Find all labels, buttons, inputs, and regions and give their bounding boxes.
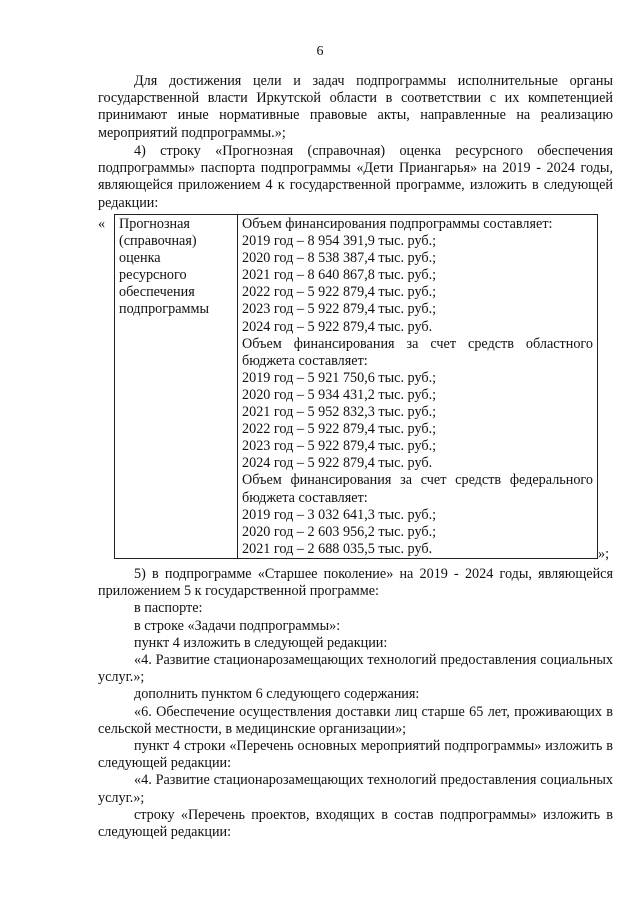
item5-paragraph: дополнить пунктом 6 следующего содержания: [134, 686, 420, 703]
regional-year-line: 2021 год – 5 952 832,3 тыс. руб.; [242, 404, 437, 421]
total-heading: Объем финансирования подпрограммы составляет: [242, 216, 553, 232]
item5-paragraph: «4. Развитие стационарозамещающих технологий предоставления социальных услуг.»; [98, 772, 613, 806]
total-year-line: 2024 год – 5 922 879,4 тыс. руб. [242, 318, 433, 335]
item5-paragraph: в паспорте: [134, 600, 203, 617]
total-year-line: 2022 год – 5 922 879,4 тыс. руб.; [242, 284, 437, 301]
regional-year-line: 2019 год – 5 921 750,6 тыс. руб.; [242, 369, 437, 386]
item5-paragraph: в строке «Задачи подпрограммы»: [134, 617, 341, 634]
intro-section [98, 73, 613, 142]
label-line: обеспечения [119, 284, 195, 301]
item5-section [98, 566, 613, 841]
total-year-line: 2021 год – 8 640 867,8 тыс. руб.; [242, 267, 437, 284]
federal-heading: Объем финансирования за счет средств федерального [242, 472, 593, 489]
label-line: ресурсного [119, 267, 187, 284]
total-year-line: 2020 год – 8 538 387,4 тыс. руб.; [242, 250, 437, 267]
total-year-line: 2023 год – 5 922 879,4 тыс. руб.; [242, 301, 437, 318]
item4-section [98, 143, 613, 212]
page-number: 6 [316, 44, 324, 59]
funding-table [114, 214, 598, 559]
label-line: оценка [119, 250, 161, 267]
regional-heading: бюджета составляет: [242, 352, 368, 369]
label-line: подпрограммы [119, 301, 209, 318]
regional-year-line: 2024 год – 5 922 879,4 тыс. руб. [242, 455, 433, 472]
intro-paragraph: Для достижения цели и задач подпрограммы исполнительные органы государственной власти Иркутской области в соответствии с их компетенцией принимают иные нормативные правовые акты, направленные на реализацию мероприятий подпрограммы.»; [98, 73, 613, 141]
item5-paragraph: пункт 4 строки «Перечень основных мероприятий подпрограммы» изложить в следующей редакции: [98, 738, 613, 772]
funding-table-row [115, 215, 598, 559]
federal-year-line: 2020 год – 2 603 956,2 тыс. руб.; [242, 523, 437, 540]
funding-label-cell [115, 215, 238, 559]
item4-paragraph: 4) строку «Прогнозная (справочная) оценка ресурсного обеспечения подпрограммы» паспорта подпрограммы «Дети Приангарья» на 2019 - 2024 годы, являющейся приложением 4 к государственной программе, изложить в следующей редакции: [98, 143, 613, 211]
federal-heading: бюджета составляет: [242, 489, 368, 506]
item5-paragraph: «4. Развитие стационарозамещающих технологий предоставления социальных услуг.»; [98, 652, 613, 686]
item5-paragraph: пункт 4 изложить в следующей редакции: [134, 634, 388, 651]
regional-year-line: 2022 год – 5 922 879,4 тыс. руб.; [242, 421, 437, 438]
total-year-line: 2019 год – 8 954 391,9 тыс. руб.; [242, 233, 437, 250]
table-quote-close: »; [598, 546, 610, 562]
regional-year-line: 2020 год – 5 934 431,2 тыс. руб.; [242, 386, 437, 403]
item5-paragraph: 5) в подпрограмме «Старшее поколение» на 2019 - 2024 годы, являющейся приложением 5 к государственной программе: [98, 566, 613, 600]
federal-year-line: 2021 год – 2 688 035,5 тыс. руб. [242, 540, 433, 557]
item5-paragraph: строку «Перечень проектов, входящих в состав подпрограммы» изложить в следующей редакции: [98, 806, 613, 841]
label-line: (справочная) [119, 233, 197, 250]
funding-value-cell [238, 215, 598, 559]
label-line: Прогнозная [119, 216, 190, 232]
federal-year-line: 2019 год – 3 032 641,3 тыс. руб.; [242, 506, 437, 523]
item5-paragraph: «6. Обеспечение осуществления доставки лиц старше 65 лет, проживающих в сельской местности, в медицинские организации»; [98, 703, 613, 737]
regional-year-line: 2023 год – 5 922 879,4 тыс. руб.; [242, 438, 437, 455]
table-quote-open: « [98, 216, 106, 232]
regional-heading: Объем финансирования за счет средств областного [242, 335, 593, 352]
